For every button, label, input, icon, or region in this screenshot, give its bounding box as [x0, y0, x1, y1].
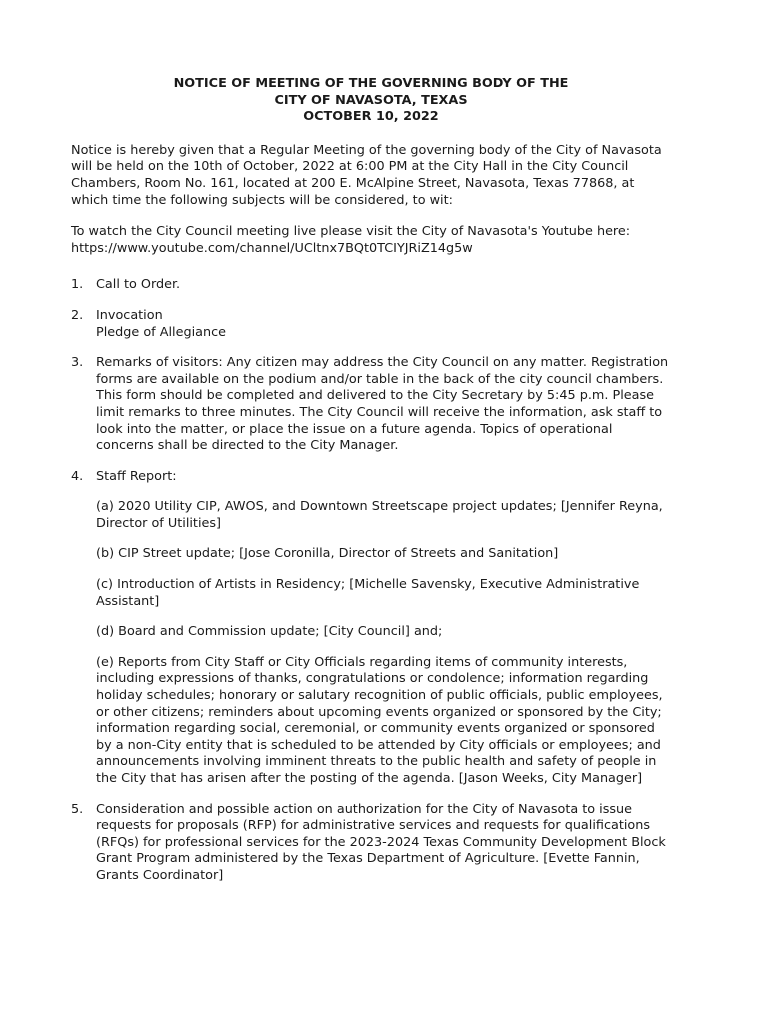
item-text: Call to Order. — [96, 277, 181, 293]
sub-item-d: (d) Board and Commission update; [City Council] and; — [96, 624, 443, 640]
heading-line-3: OCTOBER 10, 2022 — [303, 109, 439, 125]
item-number: 4. — [71, 468, 84, 484]
item-number: 5. — [71, 801, 84, 817]
item-invocation: Invocation — [96, 307, 163, 323]
agenda-item-1 — [71, 277, 671, 294]
heading-line-1: NOTICE OF MEETING OF THE GOVERNING BODY OF THE — [173, 76, 569, 91]
item-pledge: Pledge of Allegiance — [96, 324, 227, 340]
item-text: Staff Report: — [96, 468, 177, 484]
sub-item-b: (b) CIP Street update; [Jose Coronilla, Director of Streets and Sanitation] — [96, 546, 559, 562]
item-number: 2. — [71, 307, 84, 323]
notice-heading — [71, 76, 671, 126]
sub-item-e: (e) Reports from City Staff or City Officials regarding items of community interests, including expressions of thanks, congratulations or condolence; information regarding holiday schedules; honorary or salutary recognition of public officials, public employees, or other citizens; reminders about upcoming events organized or sponsored by the City; information regarding social, ceremonial, or community events organized or sponsored by a non-City entity that is scheduled to be attended by City officials or employees; and announcements involving imminent threats to the public health and safety of people in the City that has arisen after the posting of the agenda. [Jason Weeks, City Manager] — [96, 654, 663, 786]
agenda-item-4 — [71, 469, 671, 788]
sub-item-c: (c) Introduction of Artists in Residency; [Michelle Savensky, Executive Administrative Assistant] — [96, 577, 640, 609]
agenda-list — [71, 277, 671, 884]
sub-item-a: (a) 2020 Utility CIP, AWOS, and Downtown Streetscape project updates; [Jennifer Reyna, Director of Utilities] — [96, 499, 663, 531]
document-page — [71, 76, 671, 899]
item-text: Consideration and possible action on authorization for the City of Navasota to issue requests for proposals (RFP) for administrative services and requests for qualifications (RFQs) for professional services for the 2023-2024 Texas Community Development Block Grant Program administered by the Texas Department of Agriculture. [Evette Fannin, Grants Coordinator] — [96, 801, 666, 883]
heading-line-2: CITY OF NAVASOTA, TEXAS — [274, 92, 468, 108]
intro-notice: Notice is hereby given that a Regular Meeting of the governing body of the City of Navasota will be held on the 10th of October, 2022 at 6:00 PM at the City Hall in the City Council Chambers, Room No. 161, located at 200 E. McAlpine Street, Navasota, Texas 77868, at which time the following subjects will be considered, to wit: — [71, 142, 662, 208]
item-text: Remarks of visitors: Any citizen may address the City Council on any matter. Registration forms are available on the podium and/or table in the back of the city council chambers. This form should be completed and delivered to the City Secretary by 5:45 p.m. Please limit remarks to three minutes. The City Council will receive the information, ask staff to look into the matter, or place the issue on a future agenda. Topics of operational concerns shall be directed to the City Manager. — [96, 355, 669, 454]
agenda-item-2 — [71, 308, 671, 341]
agenda-item-5 — [71, 802, 671, 885]
item-number: 1. — [71, 277, 84, 293]
agenda-item-3 — [71, 355, 671, 455]
item-number: 3. — [71, 355, 84, 371]
intro-youtube: To watch the City Council meeting live please visit the City of Navasota's Youtube here: https://www.youtube.com/channel/UCltnx7BQt0TCIYJRiZ14g5w — [71, 224, 631, 256]
